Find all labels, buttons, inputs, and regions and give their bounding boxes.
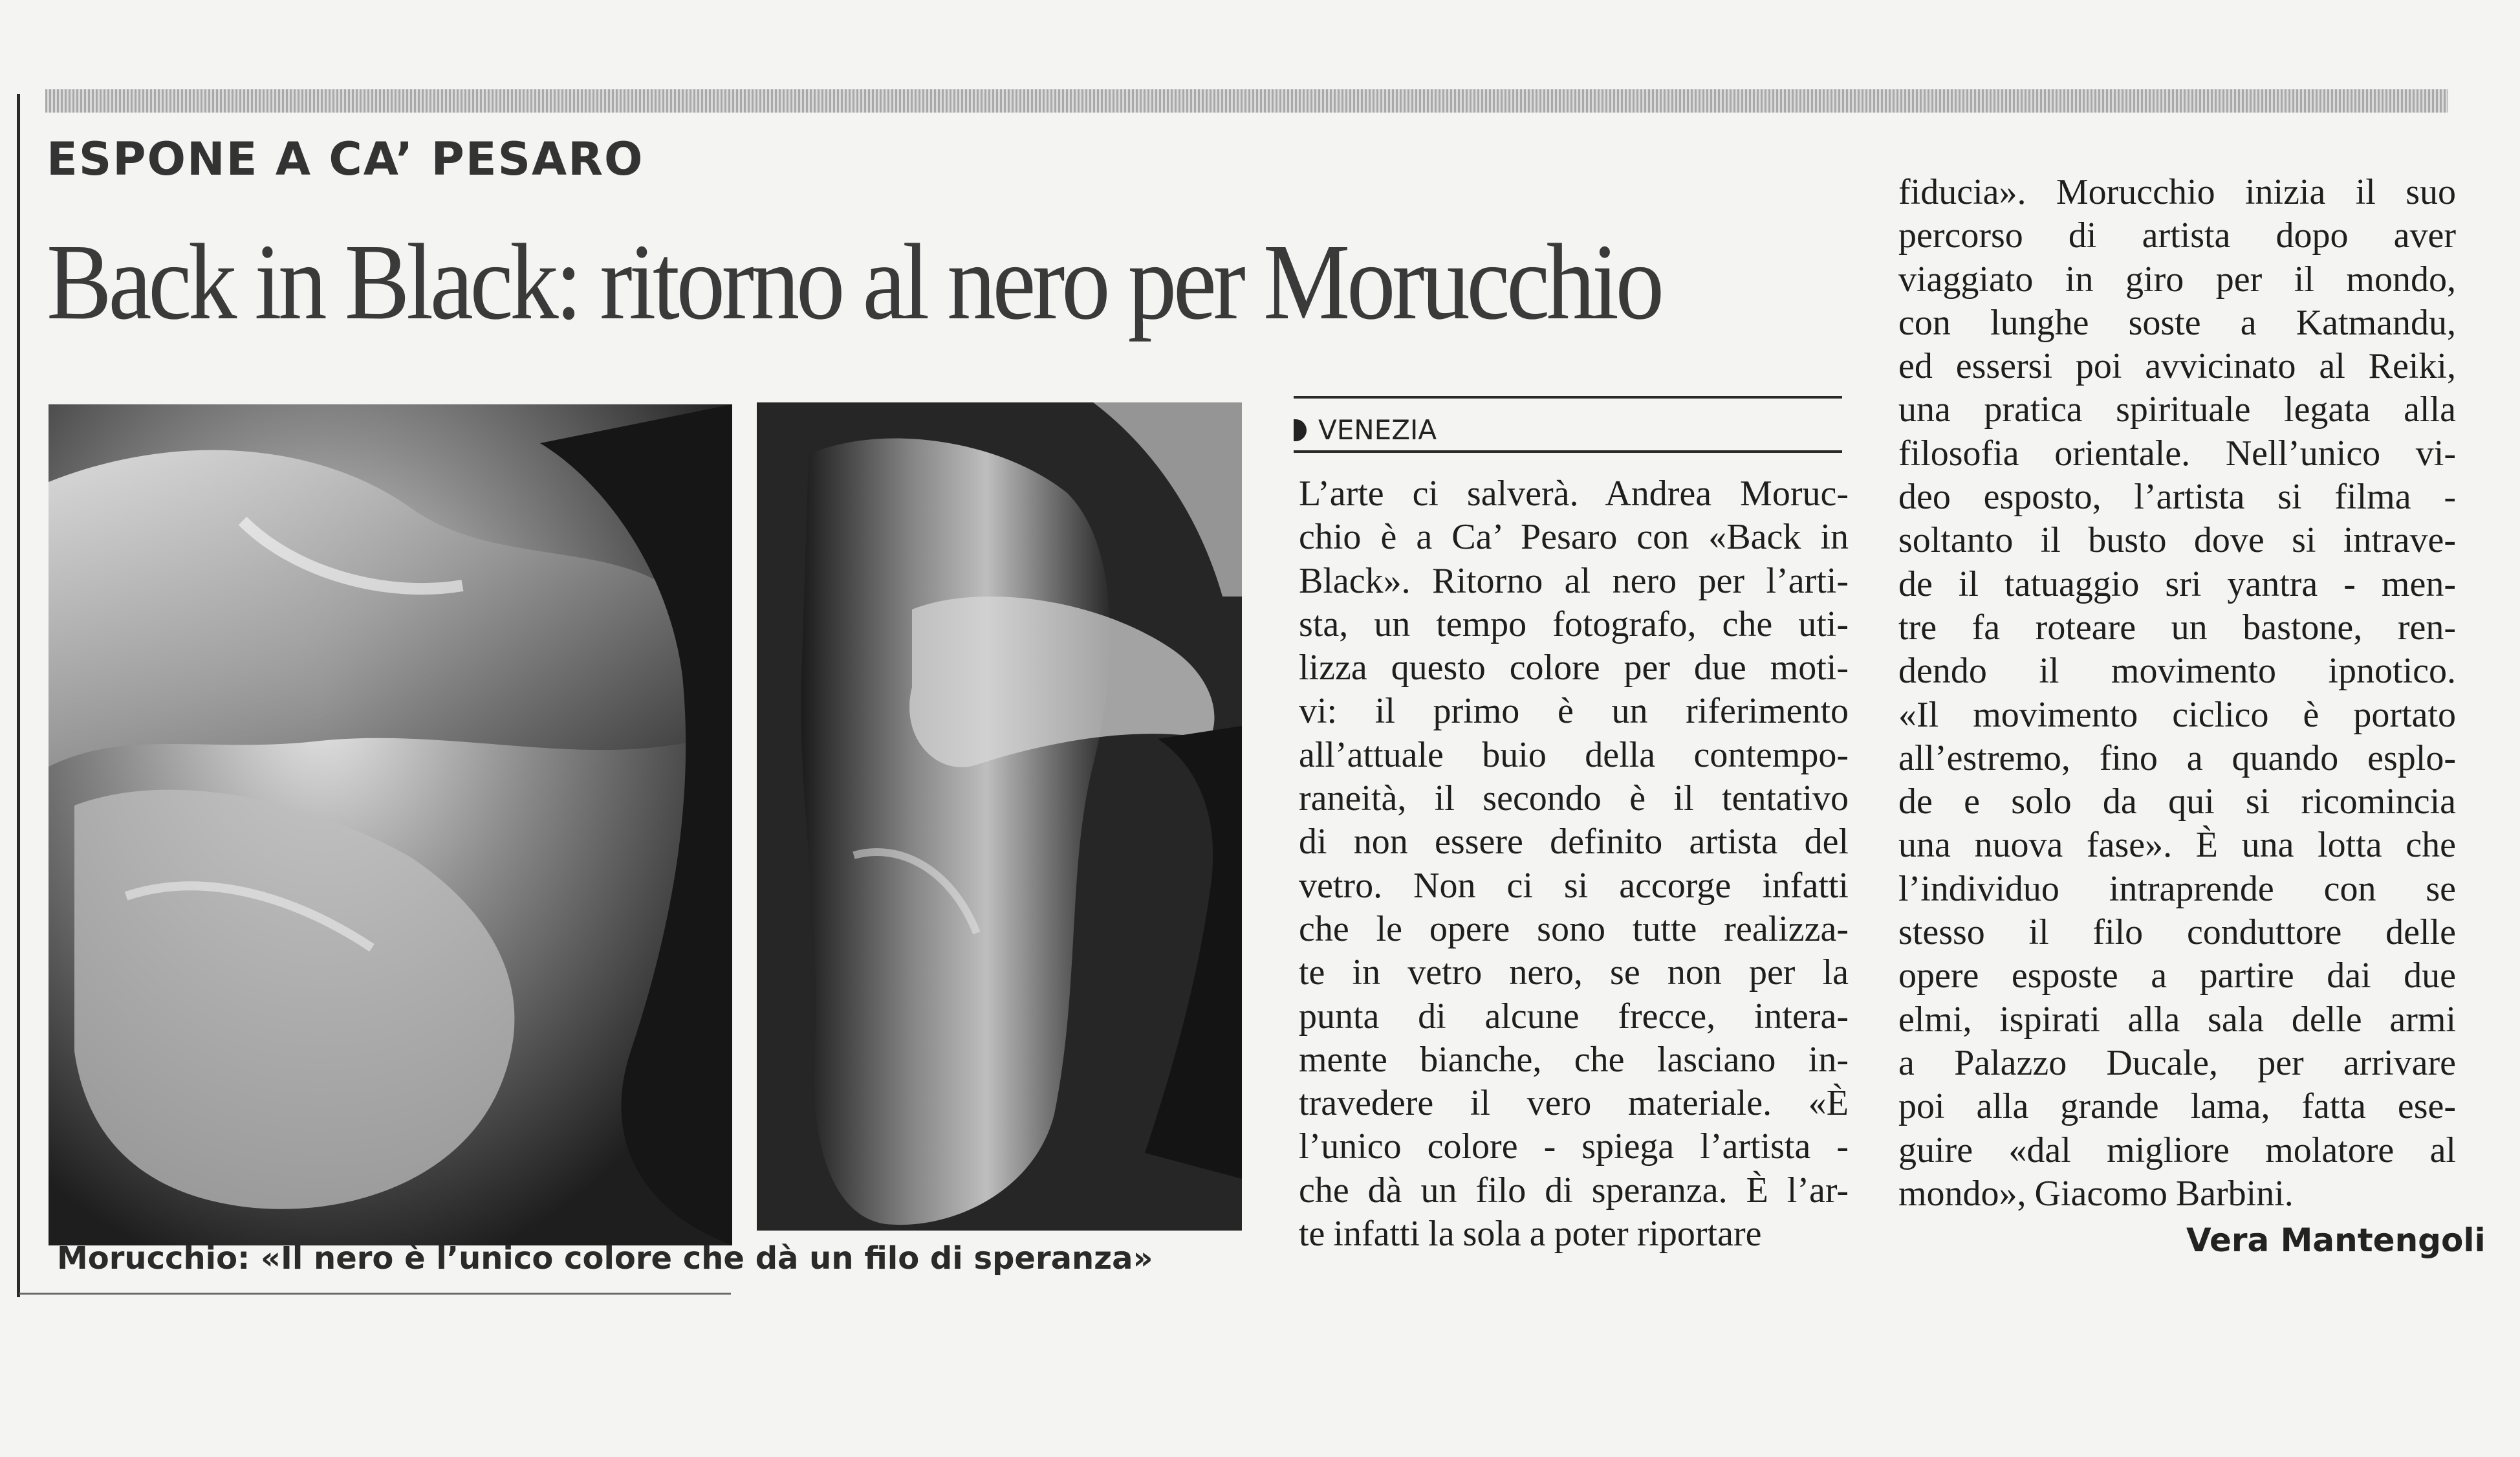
article-line: travedere il vero materiale. «È bbox=[1299, 1083, 1849, 1124]
photo-right bbox=[757, 402, 1242, 1231]
dateline bbox=[1294, 414, 1437, 446]
article-line: una nuova fase». È una lotta che bbox=[1898, 825, 2456, 866]
article-line: de il tatuaggio sri yantra - men- bbox=[1898, 564, 2456, 604]
article-line: tre fa roteare un bastone, ren- bbox=[1898, 607, 2456, 648]
article-line: di non essere definito artista del bbox=[1299, 822, 1849, 862]
photo-caption: Morucchio: «Il nero è l’unico colore che dà un filo di speranza» bbox=[57, 1240, 1153, 1276]
article-line: vi: il primo è un riferimento bbox=[1299, 691, 1849, 732]
article-column-middle bbox=[1299, 472, 1849, 1256]
article-line: ed essersi poi avvicinato al Reiki, bbox=[1898, 346, 2456, 387]
article-line: vetro. Non ci si accorge infatti bbox=[1299, 865, 1849, 906]
article-line: che dà un filo di speranza. È l’ar- bbox=[1299, 1170, 1849, 1211]
article-line: una pratica spirituale legata alla bbox=[1898, 389, 2456, 430]
article-line: raneità, il secondo è il tentativo bbox=[1299, 778, 1849, 819]
article-line: punta di alcune frecce, intera- bbox=[1299, 996, 1849, 1036]
article-line: viaggiato in giro per il mondo, bbox=[1898, 259, 2456, 300]
article-line: all’estremo, fino a quando esplo- bbox=[1898, 738, 2456, 778]
article-line: de e solo da qui si ricomincia bbox=[1898, 782, 2456, 822]
article-line: con lunghe soste a Katmandu, bbox=[1898, 302, 2456, 343]
dateline-rule-top bbox=[1294, 396, 1842, 399]
article-line: stesso il filo conduttore delle bbox=[1898, 912, 2456, 953]
article-column-right bbox=[1898, 171, 2456, 1216]
section-band bbox=[45, 89, 2448, 113]
article-line: filosofia orientale. Nell’unico vi- bbox=[1898, 433, 2456, 474]
article-line: l’individuo intraprende con se bbox=[1898, 868, 2456, 909]
article-line: soltanto il busto dove si intrave- bbox=[1898, 520, 2456, 561]
dateline-rule-bottom bbox=[1294, 450, 1842, 453]
article-line: mondo», Giacomo Barbini. bbox=[1898, 1173, 2294, 1214]
dateline-marker-icon bbox=[1294, 419, 1307, 441]
photo-left bbox=[49, 404, 732, 1245]
article-kicker: ESPONE A CA’ PESARO bbox=[47, 133, 644, 186]
article-line: chio è a Ca’ Pesaro con «Back in bbox=[1299, 517, 1849, 558]
article-line: l’unico colore - spiega l’artista - bbox=[1299, 1126, 1849, 1167]
article-line: fiducia». Morucchio inizia il suo bbox=[1898, 172, 2456, 212]
article-line: «Il movimento ciclico è portato bbox=[1898, 694, 2456, 735]
article-author: Vera Mantengoli bbox=[2186, 1221, 2486, 1259]
article-line: poi alla grande lama, fatta ese- bbox=[1898, 1086, 2456, 1127]
article-line: percorso di artista dopo aver bbox=[1898, 215, 2456, 256]
article-line: a Palazzo Ducale, per arrivare bbox=[1898, 1042, 2456, 1083]
dateline-city: VENEZIA bbox=[1318, 414, 1437, 446]
article-line: elmi, ispirati alla sala delle armi bbox=[1898, 999, 2456, 1040]
article-line: L’arte ci salverà. Andrea Moruc- bbox=[1299, 474, 1849, 514]
article-headline: Back in Black: ritorno al nero per Morucchio bbox=[47, 222, 1661, 342]
article-line: che le opere sono tutte realizza- bbox=[1299, 908, 1849, 949]
article-line: mente bianche, che lasciano in- bbox=[1299, 1039, 1849, 1080]
article-line: dendo il movimento ipnotico. bbox=[1898, 651, 2456, 692]
article-line: te in vetro nero, se non per la bbox=[1299, 952, 1849, 993]
article-line: Black». Ritorno al nero per l’arti- bbox=[1299, 560, 1849, 601]
article-line: te infatti la sola a poter riportare bbox=[1299, 1214, 1762, 1254]
page-edge bbox=[17, 94, 20, 1297]
article-line: sta, un tempo fotografo, che uti- bbox=[1299, 604, 1849, 644]
article-line: deo esposto, l’artista si filma - bbox=[1898, 477, 2456, 518]
article-line: all’attuale buio della contempo- bbox=[1299, 734, 1849, 775]
article-line: opere esposte a partire dai due bbox=[1898, 956, 2456, 996]
article-line: guire «dal migliore molatore al bbox=[1898, 1130, 2456, 1170]
article-line: lizza questo colore per due moti- bbox=[1299, 648, 1849, 688]
caption-rule bbox=[19, 1293, 731, 1295]
